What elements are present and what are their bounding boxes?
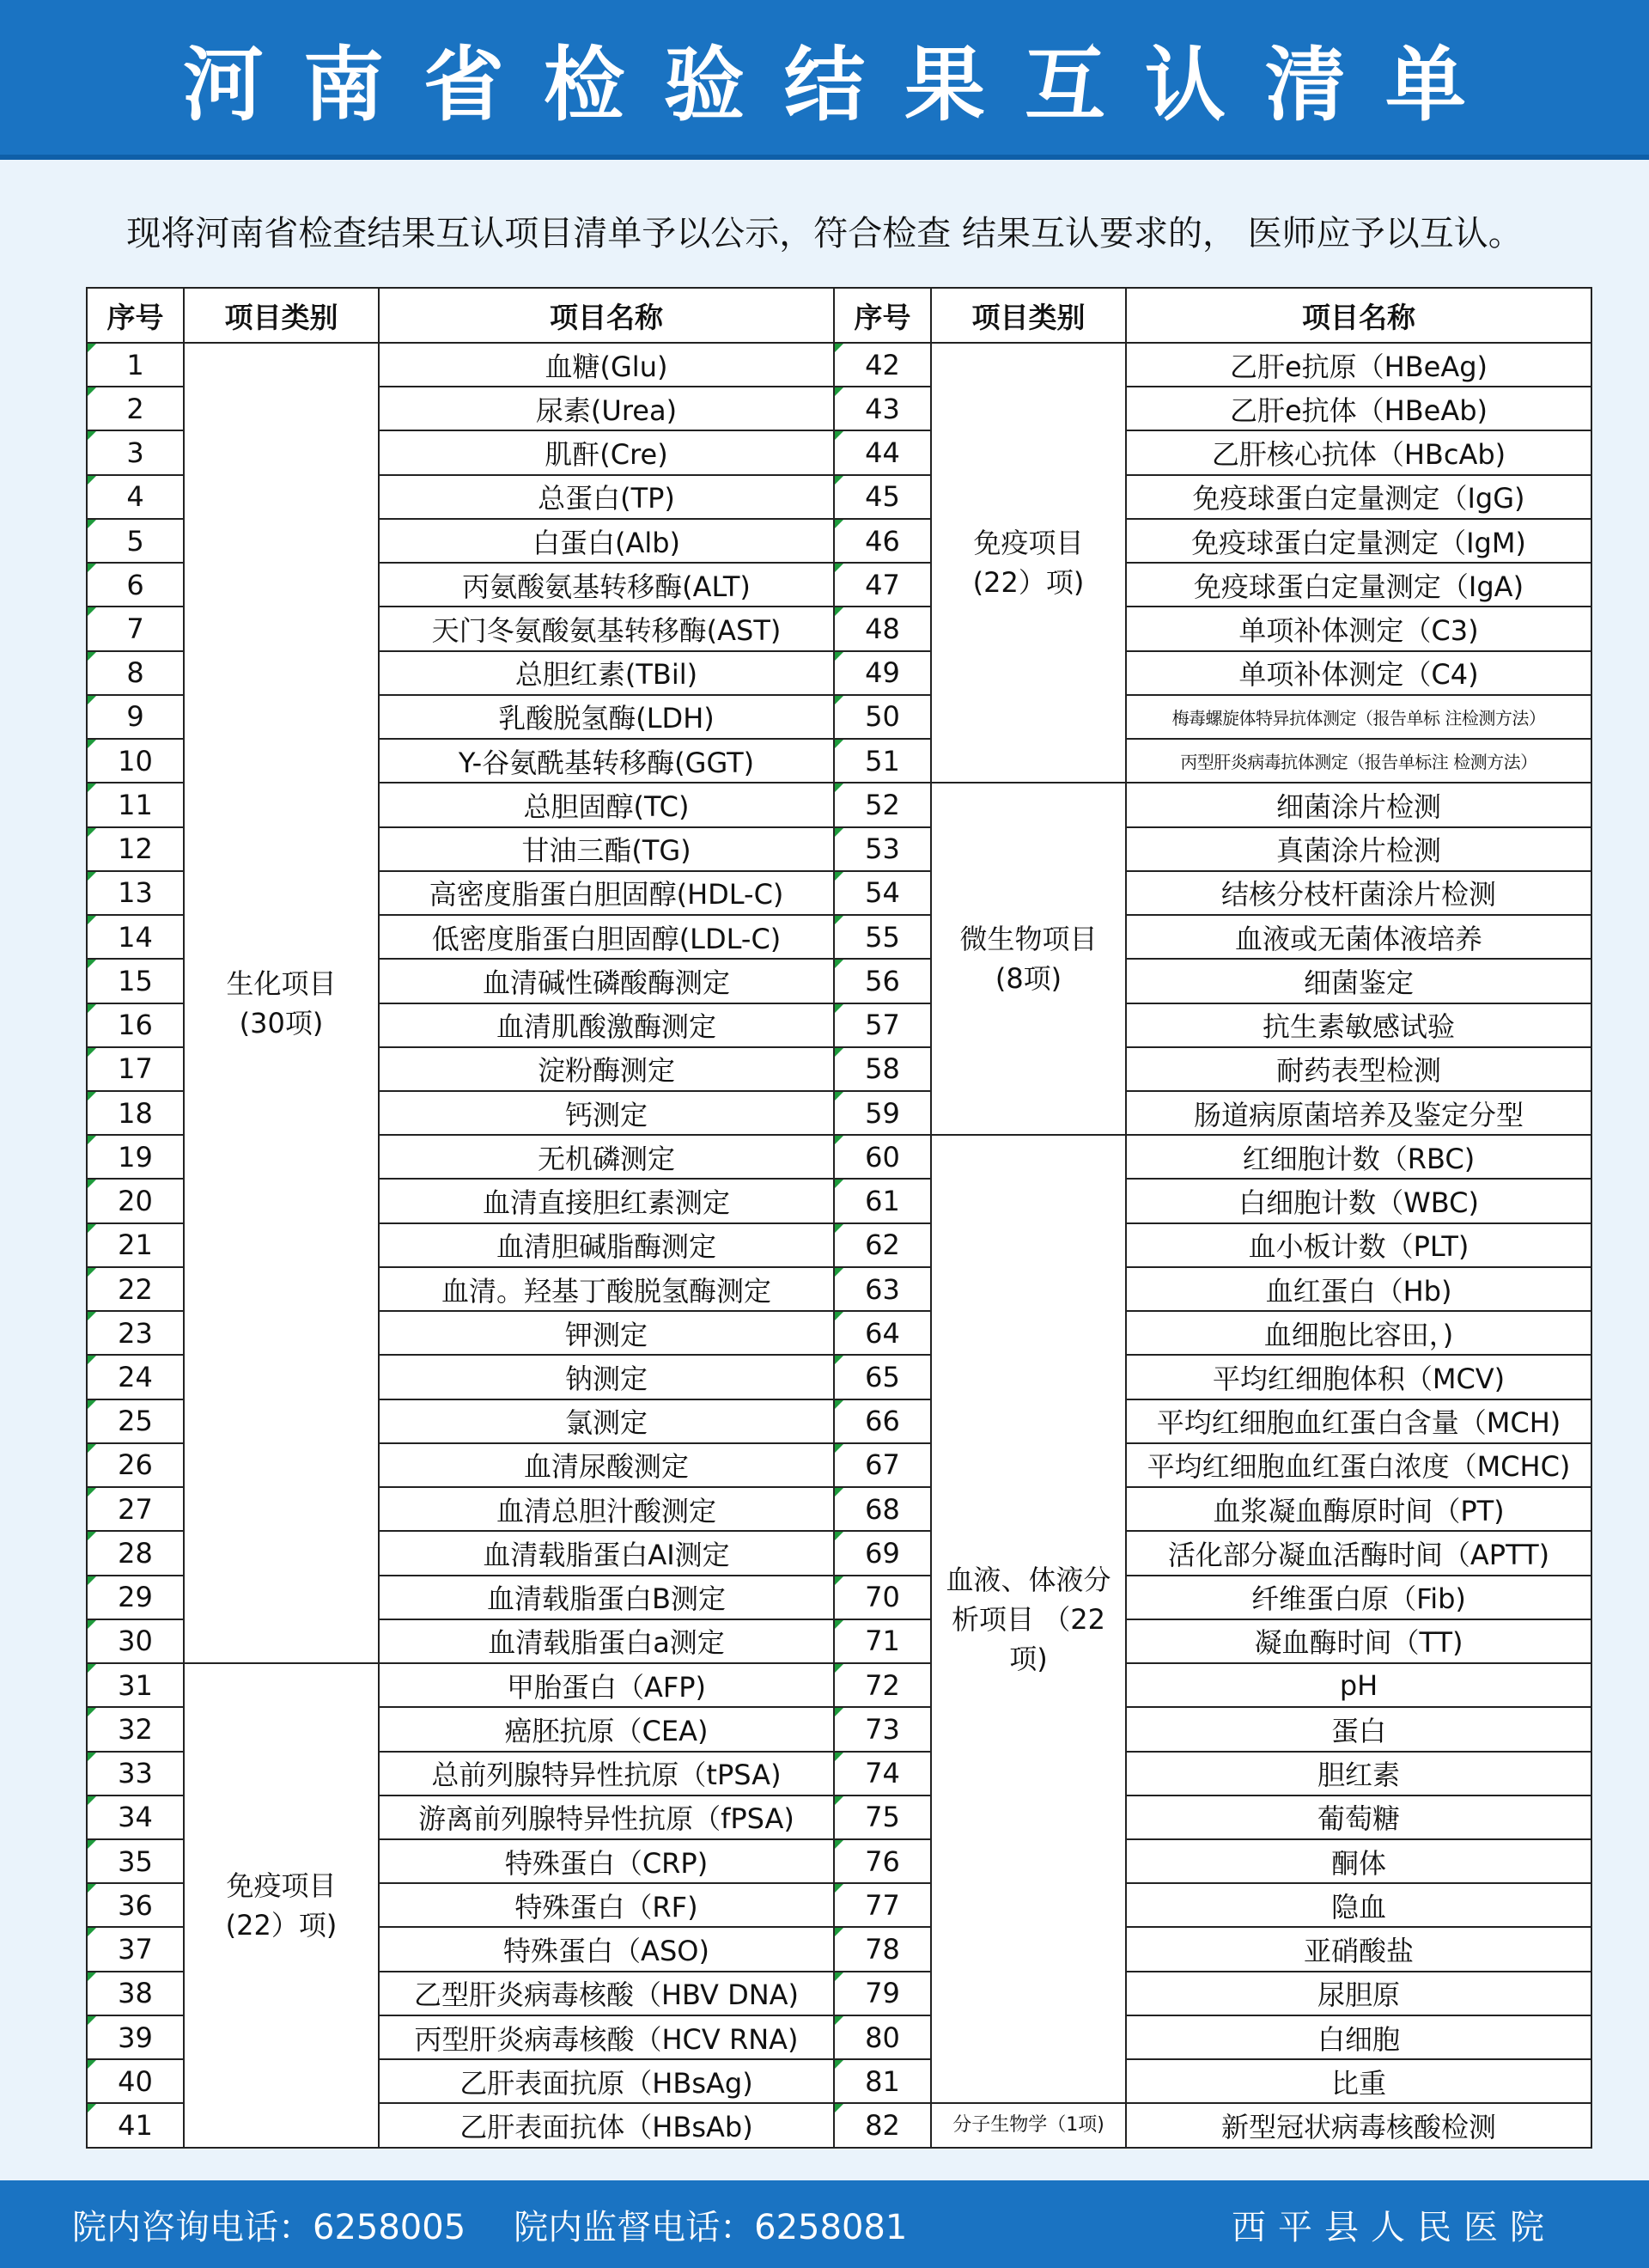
item-name: 隐血 — [1126, 1883, 1591, 1927]
row-number: 16 — [87, 1003, 184, 1047]
row-number: 42 — [834, 343, 931, 387]
hotlines — [72, 2180, 955, 2268]
row-number: 22 — [87, 1267, 184, 1311]
header-seq-right: 序号 — [834, 288, 931, 343]
item-name: 单项补体测定（C4) — [1126, 651, 1591, 695]
row-number: 13 — [87, 871, 184, 915]
row-number: 65 — [834, 1355, 931, 1399]
row-number: 79 — [834, 1972, 931, 2015]
row-number: 41 — [87, 2103, 184, 2148]
item-name: 酮体 — [1126, 1839, 1591, 1883]
row-number: 55 — [834, 915, 931, 959]
item-name: 单项补体测定（C3) — [1126, 607, 1591, 650]
row-number: 63 — [834, 1267, 931, 1311]
row-number: 53 — [834, 827, 931, 871]
row-number: 5 — [87, 519, 184, 563]
header-seq-left: 序号 — [87, 288, 184, 343]
row-number: 6 — [87, 563, 184, 607]
item-name: 乙型肝炎病毒核酸（HBV DNA) — [379, 1972, 834, 2015]
row-number: 29 — [87, 1576, 184, 1619]
item-name: 游离前列腺特异性抗原（fPSA) — [379, 1796, 834, 1839]
table-body — [87, 343, 1591, 2148]
row-number: 62 — [834, 1223, 931, 1267]
row-number: 81 — [834, 2059, 931, 2103]
row-number: 61 — [834, 1179, 931, 1222]
category-cell: 免疫项目 (22）项) — [931, 343, 1126, 783]
table-header-row — [87, 288, 1591, 343]
row-number: 76 — [834, 1839, 931, 1883]
row-number: 38 — [87, 1972, 184, 2015]
category-cell: 血液、体液分析项目 （22项) — [931, 1135, 1126, 2103]
row-number: 66 — [834, 1399, 931, 1443]
item-name: 总胆红素(TBil) — [379, 651, 834, 695]
row-number: 18 — [87, 1091, 184, 1135]
item-name: 结核分枝杆菌涂片检测 — [1126, 871, 1591, 915]
item-name: 血红蛋白（Hb) — [1126, 1267, 1591, 1311]
row-number: 69 — [834, 1531, 931, 1575]
item-name: 钾测定 — [379, 1311, 834, 1355]
row-number: 59 — [834, 1091, 931, 1135]
item-name: 乙肝表面抗原（HBsAg) — [379, 2059, 834, 2103]
row-number: 36 — [87, 1883, 184, 1927]
item-name: 特殊蛋白（ASO) — [379, 1927, 834, 1971]
row-number: 73 — [834, 1707, 931, 1751]
row-number: 48 — [834, 607, 931, 650]
category-cell: 分子生物学（1项) — [931, 2103, 1126, 2148]
item-name: 乳酸脱氢酶(LDH) — [379, 695, 834, 739]
item-name: 亚硝酸盐 — [1126, 1927, 1591, 1971]
item-name: 真菌涂片检测 — [1126, 827, 1591, 871]
item-name: 白细胞 — [1126, 2015, 1591, 2059]
row-number: 27 — [87, 1487, 184, 1531]
item-name: 免疫球蛋白定量测定（IgG) — [1126, 475, 1591, 519]
row-number: 24 — [87, 1355, 184, 1399]
row-number: 21 — [87, 1223, 184, 1267]
row-number: 78 — [834, 1927, 931, 1971]
item-name: 无机磷测定 — [379, 1135, 834, 1179]
row-number: 68 — [834, 1487, 931, 1531]
item-name: 高密度脂蛋白胆固醇(HDL-C) — [379, 871, 834, 915]
row-number: 37 — [87, 1927, 184, 1971]
row-number: 51 — [834, 739, 931, 783]
hospital-name: 西平县人民医院 — [1232, 2207, 1556, 2247]
item-name: 活化部分凝血活酶时间（APTT) — [1126, 1531, 1591, 1575]
item-name: 丙型肝炎病毒核酸（HCV RNA) — [379, 2015, 834, 2059]
header-category-right: 项目类别 — [931, 288, 1126, 343]
item-name: 血清直接胆红素测定 — [379, 1179, 834, 1222]
item-name: 血清总胆汁酸测定 — [379, 1487, 834, 1531]
row-number: 10 — [87, 739, 184, 783]
footer-bar — [0, 2180, 1649, 2268]
item-name: 血清。羟基丁酸脱氢酶测定 — [379, 1267, 834, 1311]
row-number: 8 — [87, 651, 184, 695]
row-number: 71 — [834, 1619, 931, 1663]
row-number: 33 — [87, 1752, 184, 1796]
row-number: 35 — [87, 1839, 184, 1883]
results-table — [86, 287, 1592, 2149]
item-name: 总前列腺特异性抗原（tPSA) — [379, 1752, 834, 1796]
row-number: 25 — [87, 1399, 184, 1443]
item-name: 血清尿酸测定 — [379, 1443, 834, 1487]
item-name: 耐药表型检测 — [1126, 1047, 1591, 1091]
item-name: 特殊蛋白（CRP) — [379, 1839, 834, 1883]
item-name: 平均红细胞体积（MCV) — [1126, 1355, 1591, 1399]
row-number: 28 — [87, 1531, 184, 1575]
item-name: 肌酐(Cre) — [379, 430, 834, 474]
row-number: 50 — [834, 695, 931, 739]
header-banner — [0, 0, 1649, 160]
row-number: 4 — [87, 475, 184, 519]
row-number: 3 — [87, 430, 184, 474]
row-number: 9 — [87, 695, 184, 739]
row-number: 56 — [834, 959, 931, 1003]
item-name: 特殊蛋白（RF) — [379, 1883, 834, 1927]
item-name: 细菌涂片检测 — [1126, 783, 1591, 826]
row-number: 34 — [87, 1796, 184, 1839]
item-name: 血清载脂蛋白B测定 — [379, 1576, 834, 1619]
row-number: 67 — [834, 1443, 931, 1487]
item-name: 纤维蛋白原（Fib) — [1126, 1576, 1591, 1619]
category-cell: 免疫项目 (22）项) — [184, 1663, 379, 2148]
row-number: 12 — [87, 827, 184, 871]
row-number: 7 — [87, 607, 184, 650]
item-name: 血浆凝血酶原时间（PT) — [1126, 1487, 1591, 1531]
item-name: 癌胚抗原（CEA) — [379, 1707, 834, 1751]
item-name: 总胆固醇(TC) — [379, 783, 834, 826]
table-row — [87, 343, 1591, 387]
item-name: 胆红素 — [1126, 1752, 1591, 1796]
item-name: 甘油三酯(TG) — [379, 827, 834, 871]
item-name: 血液或无菌体液培养 — [1126, 915, 1591, 959]
item-name: 血清载脂蛋白AI测定 — [379, 1531, 834, 1575]
row-number: 40 — [87, 2059, 184, 2103]
item-name: 血细胞比容田，) — [1126, 1311, 1591, 1355]
item-name: 氯测定 — [379, 1399, 834, 1443]
row-number: 43 — [834, 387, 931, 430]
item-name: 平均红细胞血红蛋白浓度（MCHC) — [1126, 1443, 1591, 1487]
row-number: 82 — [834, 2103, 931, 2148]
item-name: 梅毒螺旋体特异抗体测定（报告单标 注检测方法） — [1126, 695, 1591, 739]
row-number: 47 — [834, 563, 931, 607]
row-number: 52 — [834, 783, 931, 826]
row-number: 60 — [834, 1135, 931, 1179]
item-name: 钠测定 — [379, 1355, 834, 1399]
row-number: 26 — [87, 1443, 184, 1487]
item-name: 乙肝核心抗体（HBcAb) — [1126, 430, 1591, 474]
row-number: 72 — [834, 1663, 931, 1707]
row-number: 70 — [834, 1576, 931, 1619]
item-name: 乙肝表面抗体（HBsAb) — [379, 2103, 834, 2148]
row-number: 14 — [87, 915, 184, 959]
row-number: 39 — [87, 2015, 184, 2059]
item-name: 血清胆碱脂酶测定 — [379, 1223, 834, 1267]
row-number: 44 — [834, 430, 931, 474]
item-name: 血糖(Glu) — [379, 343, 834, 387]
item-name: 尿素(Urea) — [379, 387, 834, 430]
item-name: 红细胞计数（RBC) — [1126, 1135, 1591, 1179]
item-name: 平均红细胞血红蛋白含量（MCH) — [1126, 1399, 1591, 1443]
item-name: 丙型肝炎病毒抗体测定（报告单标注 检测方法） — [1126, 739, 1591, 783]
item-name: 丙氨酸氨基转移酶(ALT) — [379, 563, 834, 607]
item-name: 乙肝e抗体（HBeAb) — [1126, 387, 1591, 430]
item-name: 钙测定 — [379, 1091, 834, 1135]
row-number: 15 — [87, 959, 184, 1003]
row-number: 30 — [87, 1619, 184, 1663]
item-name: 总蛋白(TP) — [379, 475, 834, 519]
row-number: 49 — [834, 651, 931, 695]
category-cell: 生化项目 (30项) — [184, 343, 379, 1663]
item-name: 免疫球蛋白定量测定（IgA) — [1126, 563, 1591, 607]
row-number: 54 — [834, 871, 931, 915]
item-name: 抗生素敏感试验 — [1126, 1003, 1591, 1047]
item-name: 乙肝e抗原（HBeAg) — [1126, 343, 1591, 387]
table-row — [87, 1663, 1591, 1707]
row-number: 23 — [87, 1311, 184, 1355]
page-title: 河南省检验结果互认清单 — [182, 38, 1506, 132]
header-name-left: 项目名称 — [379, 288, 834, 343]
item-name: 蛋白 — [1126, 1707, 1591, 1751]
category-cell: 微生物项目 (8项) — [931, 783, 1126, 1135]
item-name: 血清碱性磷酸酶测定 — [379, 959, 834, 1003]
item-name: Y-谷氨酰基转移酶(GGT) — [379, 739, 834, 783]
row-number: 2 — [87, 387, 184, 430]
item-name: 细菌鉴定 — [1126, 959, 1591, 1003]
results-table-wrapper — [86, 287, 1591, 2149]
supervise-hotline: 院内监督电话：6258081 — [514, 2207, 908, 2247]
row-number: 45 — [834, 475, 931, 519]
row-number: 17 — [87, 1047, 184, 1091]
item-name: 肠道病原菌培养及鉴定分型 — [1126, 1091, 1591, 1135]
item-name: 白细胞计数（WBC) — [1126, 1179, 1591, 1222]
item-name: 白蛋白(Alb) — [379, 519, 834, 563]
intro-text: 现将河南省检查结果互认项目清单予以公示，符合检查 结果互认要求的， 医师应予以互认。 — [126, 214, 1523, 253]
header-category-left: 项目类别 — [184, 288, 379, 343]
row-number: 19 — [87, 1135, 184, 1179]
item-name: pH — [1126, 1663, 1591, 1707]
row-number: 75 — [834, 1796, 931, 1839]
item-name: 血清载脂蛋白a测定 — [379, 1619, 834, 1663]
item-name: 新型冠状病毒核酸检测 — [1126, 2103, 1591, 2148]
item-name: 低密度脂蛋白胆固醇(LDL-C) — [379, 915, 834, 959]
row-number: 77 — [834, 1883, 931, 1927]
row-number: 80 — [834, 2015, 931, 2059]
item-name: 天门冬氨酸氨基转移酶(AST) — [379, 607, 834, 650]
row-number: 46 — [834, 519, 931, 563]
item-name: 比重 — [1126, 2059, 1591, 2103]
header-name-right: 项目名称 — [1126, 288, 1591, 343]
consult-hotline: 院内咨询电话：6258005 — [72, 2207, 466, 2247]
item-name: 淀粉酶测定 — [379, 1047, 834, 1091]
item-name: 葡萄糖 — [1126, 1796, 1591, 1839]
row-number: 11 — [87, 783, 184, 826]
row-number: 32 — [87, 1707, 184, 1751]
item-name: 甲胎蛋白（AFP) — [379, 1663, 834, 1707]
item-name: 血清肌酸激酶测定 — [379, 1003, 834, 1047]
row-number: 31 — [87, 1663, 184, 1707]
row-number: 57 — [834, 1003, 931, 1047]
row-number: 58 — [834, 1047, 931, 1091]
row-number: 20 — [87, 1179, 184, 1222]
item-name: 尿胆原 — [1126, 1972, 1591, 2015]
item-name: 凝血酶时间（TT) — [1126, 1619, 1591, 1663]
row-number: 74 — [834, 1752, 931, 1796]
item-name: 血小板计数（PLT) — [1126, 1223, 1591, 1267]
item-name: 免疫球蛋白定量测定（IgM) — [1126, 519, 1591, 563]
row-number: 1 — [87, 343, 184, 387]
row-number: 64 — [834, 1311, 931, 1355]
